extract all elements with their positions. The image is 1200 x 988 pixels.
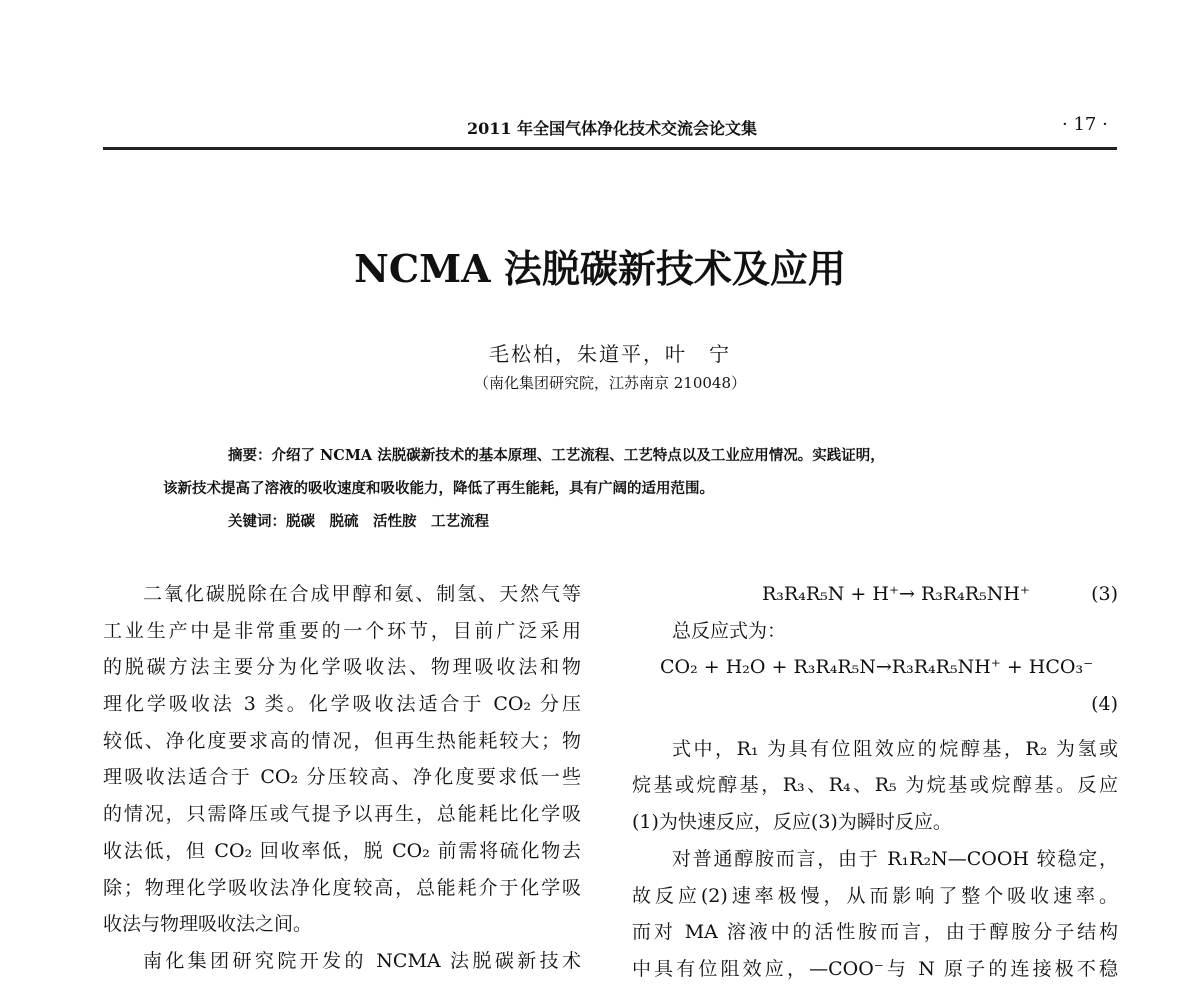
body-line: 的情况，只需降压或气提予以再生，总能耗比化学吸 [103,803,581,826]
authors: 毛松柏，朱道平，叶 宁 [489,342,731,366]
body-line: 的脱碳方法主要分为化学吸收法、物理吸收法和物 [103,656,581,679]
body-line: 二氧化碳脱除在合成甲醇和氨、制氢、天然气等 [143,583,581,605]
affiliation: （南化集团研究院，江苏南京 210048） [473,374,747,392]
abstract-line-2: 该新技术提高了溶液的吸收速度和吸收能力，降低了再生能耗，具有广阔的适用范围。 [163,480,714,497]
body-line: 除；物理化学吸收法净化度较高，总能耗介于化学吸 [103,876,581,899]
body-line: 南化集团研究院开发的 NCMA 法脱碳新技术 [143,949,581,972]
body-line: 中具有位阻效应，—COO⁻与 N 原子的连接极不稳 [632,957,1118,980]
body-line: 而对 MA 溶液中的活性胺而言，由于醇胺分子结构 [632,921,1118,944]
equation-4-number: (4) [1091,693,1118,716]
body-line: 理吸收法适合于 CO₂ 分压较高、净化度要求低一些 [103,766,581,789]
body-line: 式中，R₁ 为具有位阻效应的烷醇基，R₂ 为氢或 [672,737,1118,760]
running-head: 2011 年全国气体净化技术交流会论文集 [466,119,758,138]
body-line: 工业生产中是非常重要的一个环节，目前广泛采用 [103,619,581,642]
equation-4-formula: CO₂ + H₂O + R₃R₄R₅N→R₃R₄R₅NH⁺ + HCO₃⁻ [660,656,1094,679]
body-line: 理化学吸收法 3 类。化学吸收法适合于 CO₂ 分压 [103,693,581,716]
body-line: 烷基或烷醇基，R₃、R₄、R₅ 为烷基或烷醇基。反应 [632,774,1118,797]
right-column [632,576,1118,988]
body-line: (1)为快速反应，反应(3)为瞬时反应。 [632,811,952,834]
paper-title: NCMA 法脱碳新技术及应用 [354,246,846,291]
body-line: 收法低，但 CO₂ 回收率低，脱 CO₂ 前需将硫化物去 [103,839,581,862]
body-line: 对普通醇胺而言，由于 R₁R₂N—COOH 较稳定， [672,847,1118,870]
keywords: 关键词：脱碳 脱硫 活性胺 工艺流程 [228,513,489,530]
equation-3-number: (3) [1091,583,1118,605]
equation-3-formula: R₃R₄R₅N + H⁺→ R₃R₄R₅NH⁺ [762,583,1030,605]
body-line: 收法与物理吸收法之间。 [103,913,313,936]
equation-3 [632,576,1118,613]
left-column [103,576,581,980]
page-number: · 17 · [1062,114,1108,135]
header-rule [103,147,1117,150]
body-line: 故反应(2)速率极慢，从而影响了整个吸收速率。 [632,884,1118,907]
total-reaction-label: 总反应式为： [672,619,787,642]
body-line: 较低、净化度要求高的情况，但再生热能耗较大；物 [103,729,581,752]
abstract-line-1: 摘要：介绍了 NCMA 法脱碳新技术的基本原理、工艺流程、工艺特点以及工业应用情况。实践证明， [228,447,885,464]
